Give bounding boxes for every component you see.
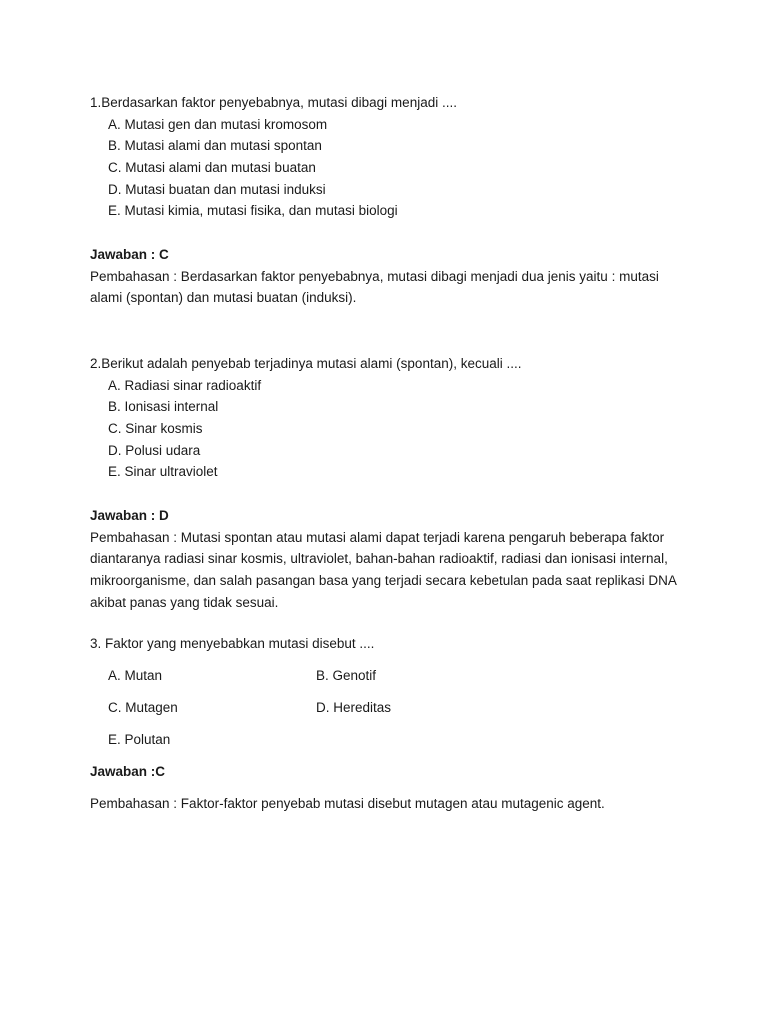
- question-3-text: 3. Faktor yang menyebabkan mutasi disebut ....: [90, 636, 375, 651]
- answer-3-label: Jawaban :C: [90, 764, 166, 779]
- answer-2-block: [90, 505, 690, 614]
- question-1-option-d: D. Mutasi buatan dan mutasi induksi: [108, 181, 326, 197]
- question-3-options: [90, 665, 690, 765]
- question-1-text: 1.Berdasarkan faktor penyebabnya, mutasi dibagi menjadi ....: [90, 95, 457, 110]
- answer-1-label: Jawaban : C: [90, 247, 169, 262]
- question-2-option-a: A. Radiasi sinar radioaktif: [108, 377, 262, 393]
- explanation-1: Pembahasan : Berdasarkan faktor penyebabnya, mutasi dibagi menjadi dua jenis yaitu : mutasi alami (spontan) dan mutasi buatan (induksi).: [90, 268, 659, 306]
- question-1-option-a: A. Mutasi gen dan mutasi kromosom: [108, 116, 328, 132]
- explanation-3-block: [90, 793, 690, 815]
- question-2-block: [90, 353, 690, 483]
- question-3-option-b: B. Genotif: [316, 668, 377, 683]
- question-3-block: [90, 633, 690, 655]
- question-3-option-a: A. Mutan: [108, 668, 163, 683]
- question-2-text: 2.Berikut adalah penyebab terjadinya mutasi alami (spontan), kecuali ....: [90, 356, 522, 371]
- answer-2-label: Jawaban : D: [90, 508, 169, 523]
- question-2-option-e: E. Sinar ultraviolet: [108, 464, 218, 480]
- question-1-option-b: B. Mutasi alami dan mutasi spontan: [108, 138, 322, 154]
- explanation-2: Pembahasan : Mutasi spontan atau mutasi alami dapat terjadi karena pengaruh beberapa faktor diantaranya radiasi sinar kosmis, ultraviolet, bahan-bahan radioaktif, radiasi dan ionisasi internal, mikroorganisme, dan salah pasangan basa yang terjadi secara kebetulan pada saat replikasi DNA akibat panas yang tidak sesuai.: [90, 529, 677, 610]
- question-2-option-b: B. Ionisasi internal: [108, 399, 219, 415]
- question-3-option-e: E. Polutan: [108, 732, 171, 747]
- question-3-option-c: C. Mutagen: [108, 700, 178, 715]
- question-1-option-c: C. Mutasi alami dan mutasi buatan: [108, 160, 316, 176]
- question-2-option-d: D. Polusi udara: [108, 442, 201, 458]
- question-1-option-e: E. Mutasi kimia, mutasi fisika, dan mutasi biologi: [108, 203, 398, 219]
- answer-1-block: [90, 244, 690, 309]
- answer-3-block: [90, 761, 690, 783]
- question-2-option-c: C. Sinar kosmis: [108, 421, 203, 437]
- question-1-block: [90, 92, 690, 222]
- question-3-option-d: D. Hereditas: [316, 700, 392, 715]
- explanation-3: Pembahasan : Faktor-faktor penyebab mutasi disebut mutagen atau mutagenic agent.: [90, 796, 605, 811]
